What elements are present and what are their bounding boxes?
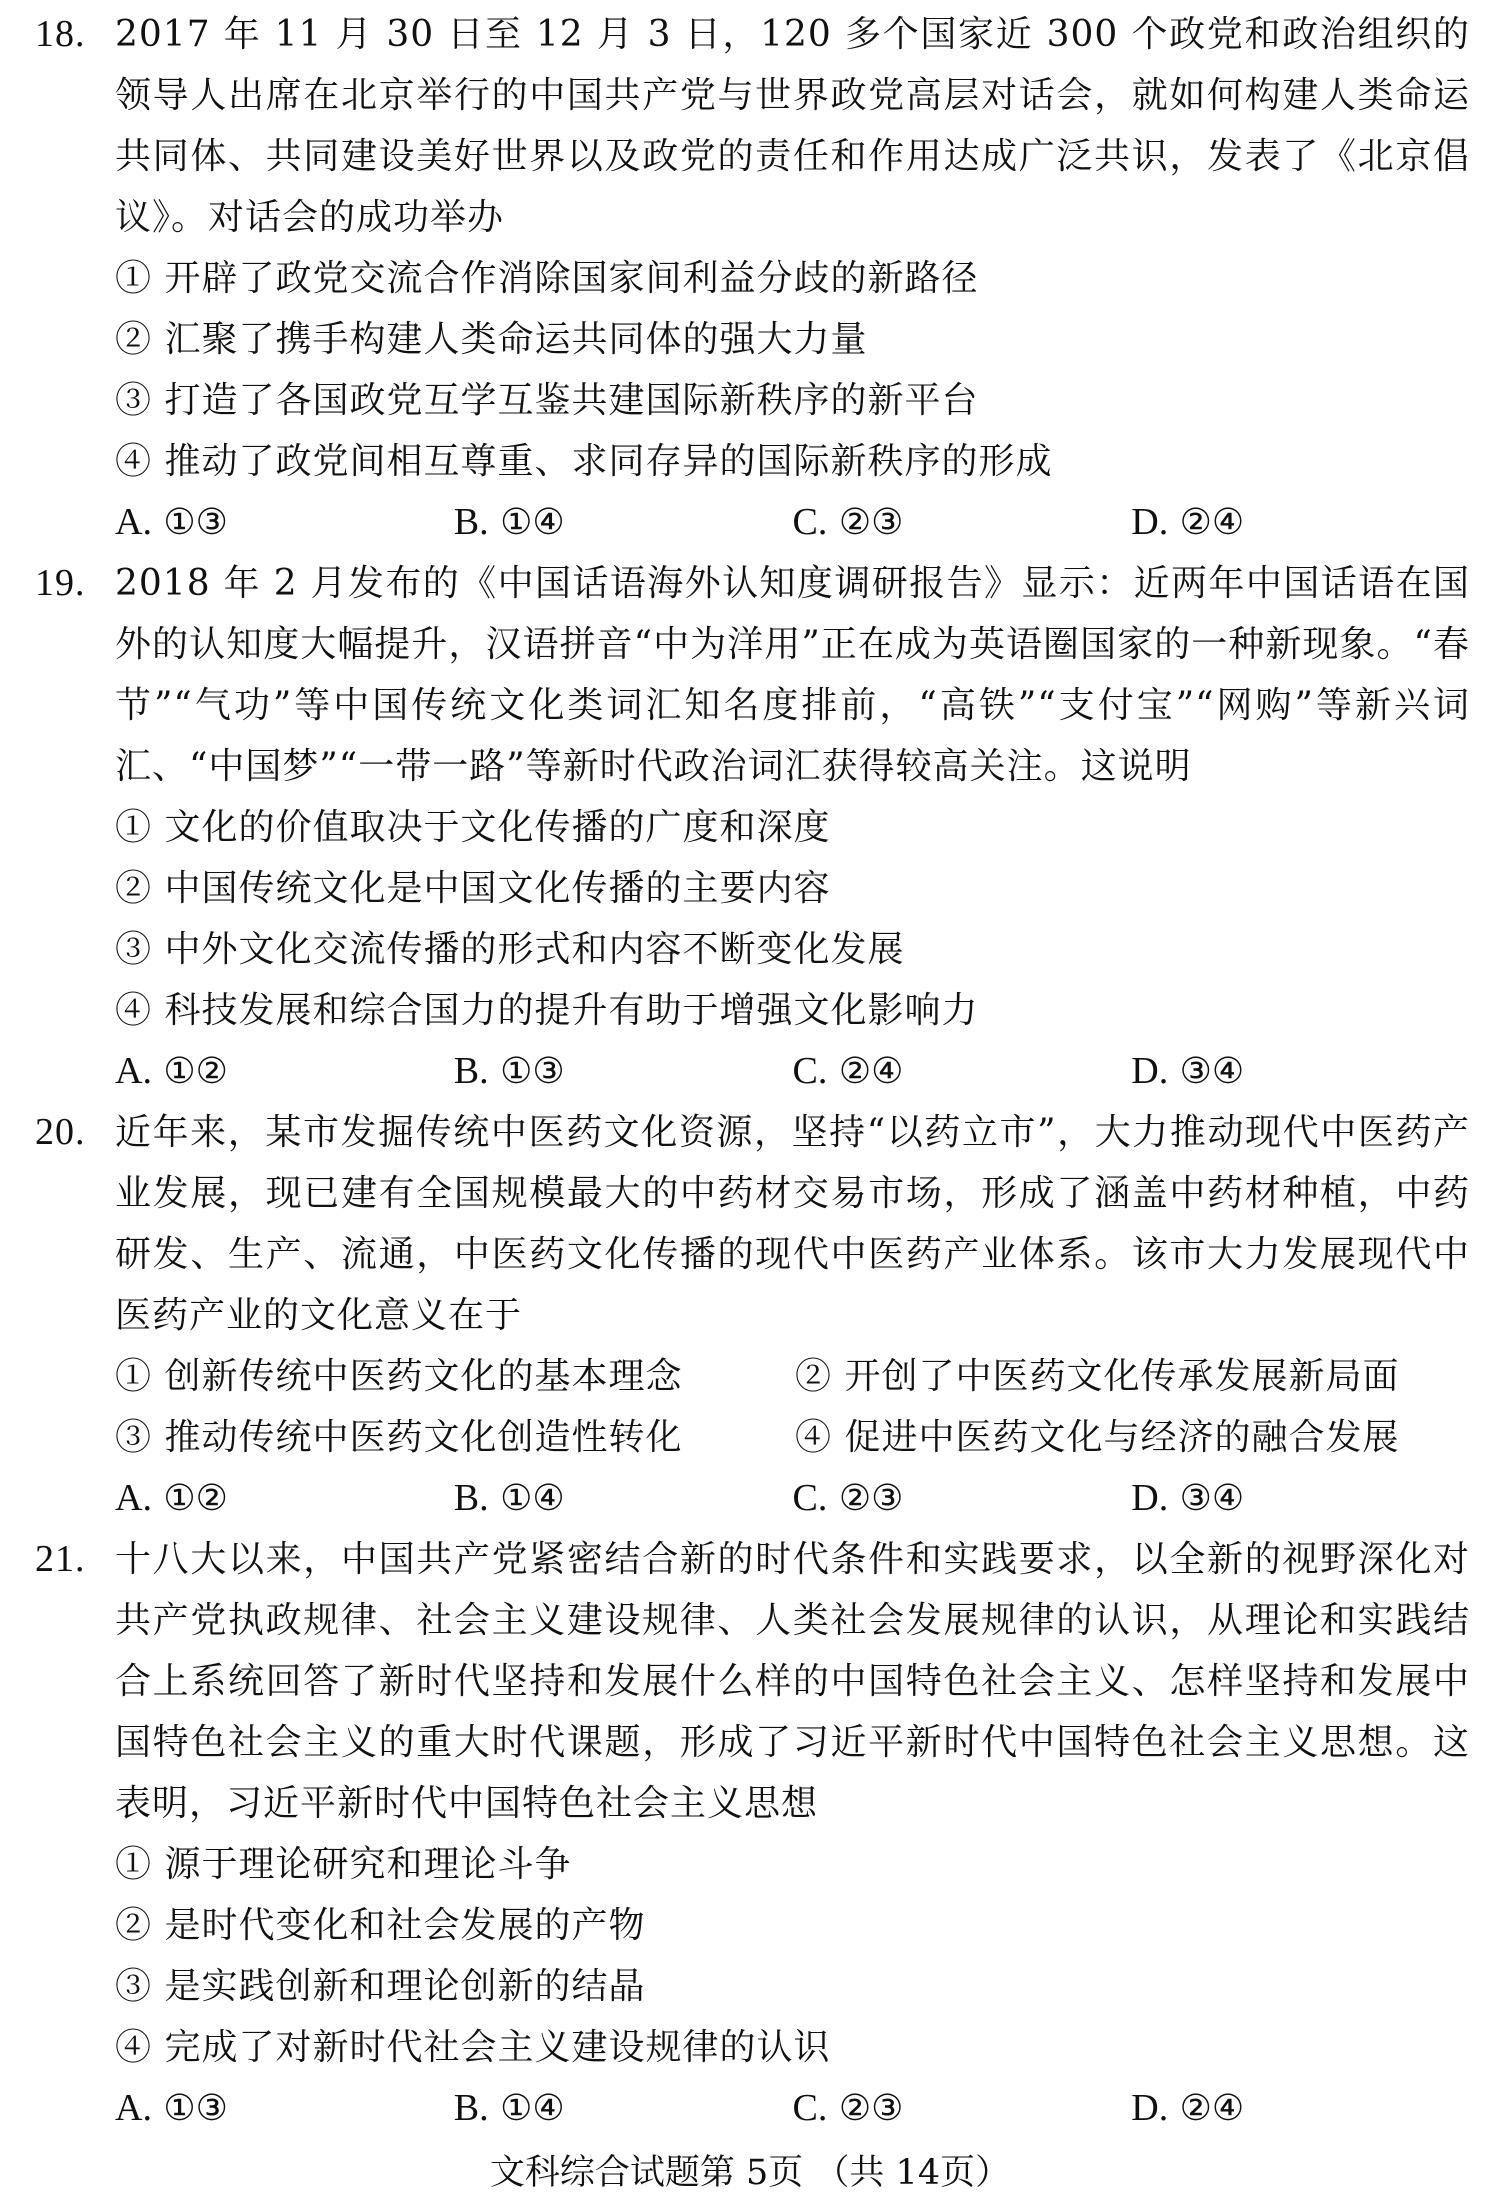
option-item: ② 中国传统文化是中国文化传播的主要内容 [115, 868, 831, 909]
question-stem [35, 1529, 1470, 1834]
answer-letter: C. [792, 2087, 828, 2129]
question-text: 2017 年 11 月 30 日至 12 月 3 日，120 多个国家近 300 个政党和政治组织的领导人出席在北京举行的中国共产党与世界政党高层对话会，就如何构建人类命运共同体、共同建设美好世界以及政党的责任和作用达成广泛共识，发表了《北京倡议》。对话会的成功举办 [115, 14, 1470, 238]
option-item: ① 文化的价值取决于文化传播的广度和深度 [115, 807, 831, 848]
answer-choice-d [1131, 1041, 1470, 1102]
option-item: ① 开辟了政党交流合作消除国家间利益分歧的新路径 [115, 258, 979, 299]
answer-choice-d [1131, 492, 1470, 553]
answer-value: ①④ [500, 1478, 565, 1519]
option-item: ③ 中外文化交流传播的形式和内容不断变化发展 [115, 929, 905, 970]
answer-choice-b [454, 1468, 793, 1529]
question-number: 18. [35, 13, 86, 55]
option-item: ① 源于理论研究和理论斗争 [115, 1844, 572, 1885]
answer-choice-a [115, 492, 454, 553]
question-stem [35, 553, 1470, 797]
question-text: 十八大以来，中国共产党紧密结合新的时代条件和实践要求，以全新的视野深化对共产党执政规律、社会主义建设规律、人类社会发展规律的认识，从理论和实践结合上系统回答了新时代坚持和发展什么样的中国特色社会主义、怎样坚持和发展中国特色社会主义的重大时代课题，形成了习近平新时代中国特色社会主义思想。这表明，习近平新时代中国特色社会主义思想 [115, 1539, 1470, 1824]
answer-letter: B. [453, 1477, 489, 1519]
answer-value: ①④ [500, 2088, 565, 2129]
answer-choice-c [793, 492, 1132, 553]
option-item: ③ 打造了各国政党互学互鉴共建国际新秩序的新平台 [115, 380, 979, 421]
option-item: ② 是时代变化和社会发展的产物 [115, 1905, 646, 1946]
question-stem [35, 4, 1470, 248]
question-stem [35, 1102, 1470, 1346]
answer-letter: A. [115, 501, 152, 543]
option-grid [35, 1346, 1470, 1468]
option-item: ④ 完成了对新时代社会主义建设规律的认识 [115, 2027, 831, 2068]
option-item: ③ 是实践创新和理论创新的结晶 [115, 1966, 646, 2007]
answer-value: ②③ [838, 1478, 904, 1519]
answer-choice-b [454, 1041, 793, 1102]
question-number: 21. [35, 1538, 86, 1580]
answer-value: ①② [163, 1051, 228, 1092]
answer-choice-d [1131, 1468, 1470, 1529]
option-item: ② 汇聚了携手构建人类命运共同体的强大力量 [115, 319, 868, 360]
question-19 [35, 553, 1470, 1102]
answer-value: ①④ [500, 502, 565, 543]
answer-letter: A. [115, 1050, 152, 1092]
question-number: 20. [35, 1111, 86, 1153]
answer-choices [35, 1041, 1470, 1102]
answer-choice-b [454, 2078, 793, 2139]
answer-letter: A. [115, 2087, 152, 2129]
answer-value: ①③ [500, 1051, 565, 1092]
answer-letter: C. [792, 501, 828, 543]
answer-choice-a [115, 1468, 454, 1529]
answer-letter: D. [1131, 501, 1169, 543]
answer-letter: B. [453, 2087, 489, 2129]
answer-value: ②③ [838, 2088, 904, 2129]
answer-choice-c [793, 2078, 1132, 2139]
option-item: ② 开创了中医药文化传承发展新局面 [795, 1356, 1400, 1397]
answer-letter: C. [792, 1050, 828, 1092]
option-item: ③ 推动传统中医药文化创造性转化 [115, 1417, 683, 1458]
answer-value: ②④ [1179, 502, 1245, 543]
answer-value: ②④ [1179, 2088, 1245, 2129]
question-21 [35, 1529, 1470, 2139]
answer-choice-c [793, 1468, 1132, 1529]
option-list [35, 1834, 1470, 2078]
answer-letter: A. [115, 1477, 152, 1519]
answer-letter: B. [453, 1050, 489, 1092]
answer-choice-a [115, 1041, 454, 1102]
answer-choices [35, 492, 1470, 553]
answer-choice-c [793, 1041, 1132, 1102]
answer-letter: D. [1131, 2087, 1169, 2129]
answer-value: ①③ [163, 502, 228, 543]
answer-letter: D. [1131, 1050, 1169, 1092]
option-item: ① 创新传统中医药文化的基本理念 [115, 1356, 683, 1397]
answer-choice-d [1131, 2078, 1470, 2139]
question-20 [35, 1102, 1470, 1529]
answer-letter: B. [453, 501, 489, 543]
answer-choices [35, 2078, 1470, 2139]
question-number: 19. [35, 562, 86, 604]
answer-letter: C. [792, 1477, 828, 1519]
option-item: ④ 推动了政党间相互尊重、求同存异的国际新秩序的形成 [115, 441, 1053, 482]
answer-letter: D. [1131, 1477, 1169, 1519]
answer-value: ②④ [838, 1051, 904, 1092]
option-item: ④ 促进中医药文化与经济的融合发展 [795, 1417, 1400, 1458]
question-18 [35, 4, 1470, 553]
option-list [35, 797, 1470, 1041]
question-text: 近年来，某市发掘传统中医药文化资源，坚持“以药立市”，大力推动现代中医药产业发展，现已建有全国规模最大的中药材交易市场，形成了涵盖中药材种植，中药研发、生产、流通，中医药文化传播的现代中医药产业体系。该市大力发展现代中医药产业的文化意义在于 [115, 1112, 1470, 1336]
answer-value: ①③ [163, 2088, 228, 2129]
answer-choices [35, 1468, 1470, 1529]
answer-choice-a [115, 2078, 454, 2139]
option-item: ④ 科技发展和综合国力的提升有助于增强文化影响力 [115, 990, 979, 1031]
answer-value: ②③ [838, 502, 904, 543]
answer-value: ③④ [1179, 1051, 1245, 1092]
page-footer: 文科综合试题第 5页 （共 14页） [489, 2153, 1011, 2193]
answer-value: ③④ [1179, 1478, 1245, 1519]
option-list [35, 248, 1470, 492]
answer-choice-b [454, 492, 793, 553]
question-text: 2018 年 2 月发布的《中国话语海外认知度调研报告》显示：近两年中国话语在国外的认知度大幅提升，汉语拼音“中为洋用”正在成为英语圈国家的一种新现象。“春节”“气功”等中国传统文化类词汇知名度排前，“高铁”“支付宝”“网购”等新兴词汇、“中国梦”“一带一路”等新时代政治词汇获得较高关注。这说明 [115, 563, 1470, 787]
answer-value: ①② [163, 1478, 228, 1519]
